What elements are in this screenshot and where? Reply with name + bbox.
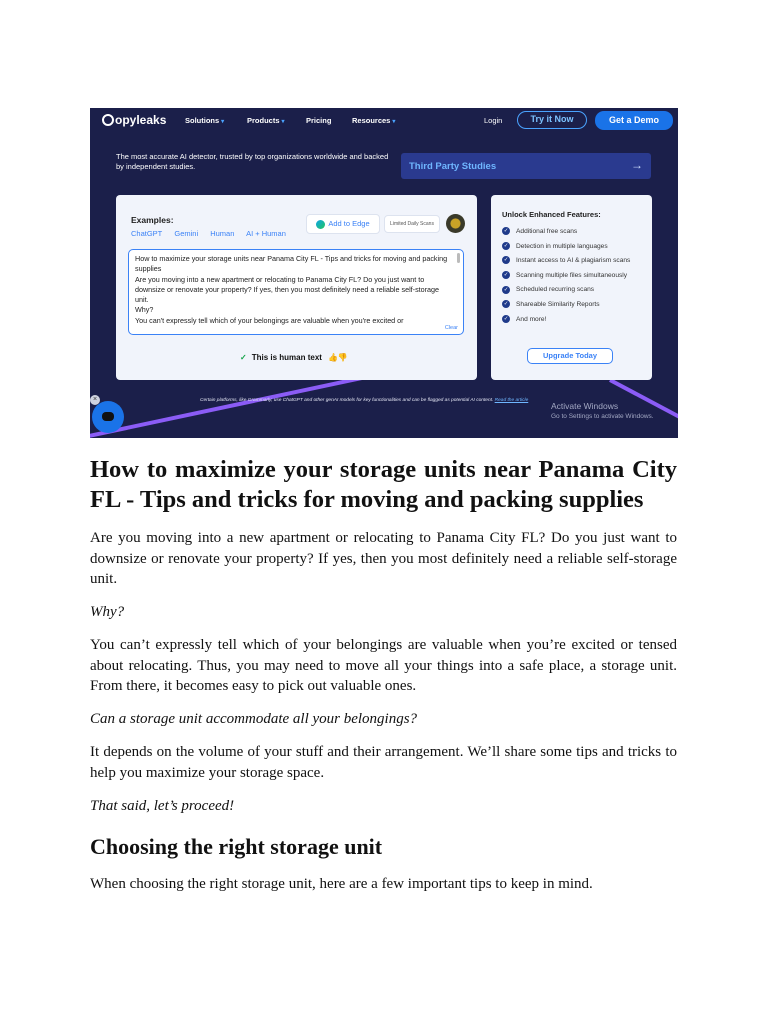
check-circle-icon: ✓ xyxy=(503,257,509,264)
features-list xyxy=(502,225,630,327)
check-circle-icon: ✓ xyxy=(503,286,509,293)
get-a-demo-button[interactable]: Get a Demo xyxy=(595,111,673,130)
paragraph: You can’t expressly tell which of your belongings are valuable when you’re excited or tensed about relocating. Thus, you may need to move all your things into a safe place, a storage unit. From there, it becomes easy to pick out valuable ones. xyxy=(90,637,677,694)
upgrade-today-button[interactable]: Upgrade Today xyxy=(527,348,613,364)
third-party-label: Third Party Studies xyxy=(409,161,497,172)
check-circle-icon: ✓ xyxy=(503,228,509,235)
example-chatgpt[interactable]: ChatGPT xyxy=(131,229,163,238)
thumbs-feedback-icon[interactable]: 👍👎 xyxy=(327,353,348,362)
avatar[interactable] xyxy=(446,214,465,233)
try-it-now-button[interactable]: Try it Now xyxy=(517,111,587,129)
list-item: ✓ Detection in multiple languages xyxy=(503,242,608,250)
paragraph: When choosing the right storage unit, here are a few important tips to keep in mind. xyxy=(90,876,593,892)
nav-pricing[interactable]: Pricing xyxy=(306,116,332,125)
article-title: How to maximize your storage units near Panama City FL - Tips and tricks for moving and packing supplies xyxy=(90,456,677,513)
chevron-down-icon: ▾ xyxy=(392,119,396,125)
close-icon[interactable]: × xyxy=(90,395,100,405)
nav-resources[interactable]: Resources ▾ xyxy=(352,116,396,125)
list-item: ✓ Instant access to AI & plagiarism scans xyxy=(503,257,631,265)
scrollbar[interactable] xyxy=(457,253,460,263)
chat-button[interactable] xyxy=(92,401,124,433)
paragraph: Are you moving into a new apartment or relocating to Panama City FL? Do you just want to downsize or renovate your property? If yes, then you most definitely need a reliable self-storage unit. xyxy=(90,530,677,587)
limited-daily-scans-badge: Limited Daily Scans xyxy=(384,215,440,233)
result-status: ✓ This is human text 👍👎 xyxy=(240,353,348,362)
check-circle-icon: ✓ xyxy=(503,272,509,279)
add-to-edge-button[interactable]: Add to Edge xyxy=(306,214,380,234)
check-circle-icon: ✓ xyxy=(503,242,509,249)
nav-products[interactable]: Products ▾ xyxy=(247,116,285,125)
section-heading: Choosing the right storage unit xyxy=(90,834,383,859)
embedded-screenshot xyxy=(90,108,678,438)
list-item: ✓ Shareable Similarity Reports xyxy=(503,300,600,308)
list-item: ✓ Scheduled recurring scans xyxy=(503,286,595,294)
list-item: ✓ Additional free scans xyxy=(503,228,578,235)
question: Why? xyxy=(90,604,125,620)
logo-c-icon xyxy=(102,114,114,126)
unlock-features-title: Unlock Enhanced Features: xyxy=(502,210,601,219)
text-input-area[interactable] xyxy=(128,249,464,335)
top-nav xyxy=(90,108,678,134)
chevron-down-icon: ▾ xyxy=(281,119,285,125)
arrow-right-icon: → xyxy=(631,158,643,172)
examples-title: Examples: xyxy=(131,215,174,225)
paragraph: It depends on the volume of your stuff and their arrangement. We’ll share some tips and tricks to help you maximize your storage space. xyxy=(90,744,677,781)
check-icon: ✓ xyxy=(240,353,247,362)
example-gemini[interactable]: Gemini xyxy=(174,229,199,238)
activate-windows-watermark: Activate Windows Go to Settings to activate Windows. xyxy=(551,401,654,420)
question: Can a storage unit accommodate all your belongings? xyxy=(90,711,418,727)
chevron-down-icon: ▾ xyxy=(221,119,225,125)
third-party-studies-button[interactable] xyxy=(401,153,651,179)
chat-bubble-icon xyxy=(102,412,114,421)
clear-button[interactable]: Clear xyxy=(444,325,458,331)
detector-panel xyxy=(116,195,477,380)
copyleaks-logo[interactable] xyxy=(102,113,166,127)
edge-icon xyxy=(316,220,325,229)
check-circle-icon: ✓ xyxy=(503,301,509,308)
tagline: The most accurate AI detector, trusted by top organizations worldwide and backed by independent studies. xyxy=(116,152,389,171)
decorative-stripe xyxy=(90,376,364,438)
logo-text: opyleaks xyxy=(115,113,167,127)
example-links xyxy=(131,229,296,238)
footnote: Certain platforms, like Grammarly, use ChatGPT and other genAI models for key functionalities and can be flagged as potential AI content. Read the article xyxy=(200,398,529,403)
read-article-link[interactable]: Read the article xyxy=(494,398,529,403)
example-ai-human[interactable]: AI + Human xyxy=(246,229,286,238)
textbox-content: How to maximize your storage units near Panama City FL - Tips and tricks for moving and packing supplies Are you moving into a new apartment or relocating to Panama City FL? Do you just want to downsize or renovate your property? If yes, then you most definitely need a reliable self-storage unit. Why? You can't expressly tell which of your belongings are valuable when you're excited or xyxy=(135,254,448,325)
list-item: ✓ And more! xyxy=(503,315,547,323)
login-link[interactable]: Login xyxy=(484,116,503,125)
example-human[interactable]: Human xyxy=(210,229,235,238)
check-circle-icon: ✓ xyxy=(503,315,509,322)
article xyxy=(90,455,677,907)
question: That said, let’s proceed! xyxy=(90,797,235,814)
features-panel xyxy=(491,195,652,380)
list-item: ✓ Scanning multiple files simultaneously xyxy=(503,271,628,279)
nav-solutions[interactable]: Solutions ▾ xyxy=(185,116,225,125)
